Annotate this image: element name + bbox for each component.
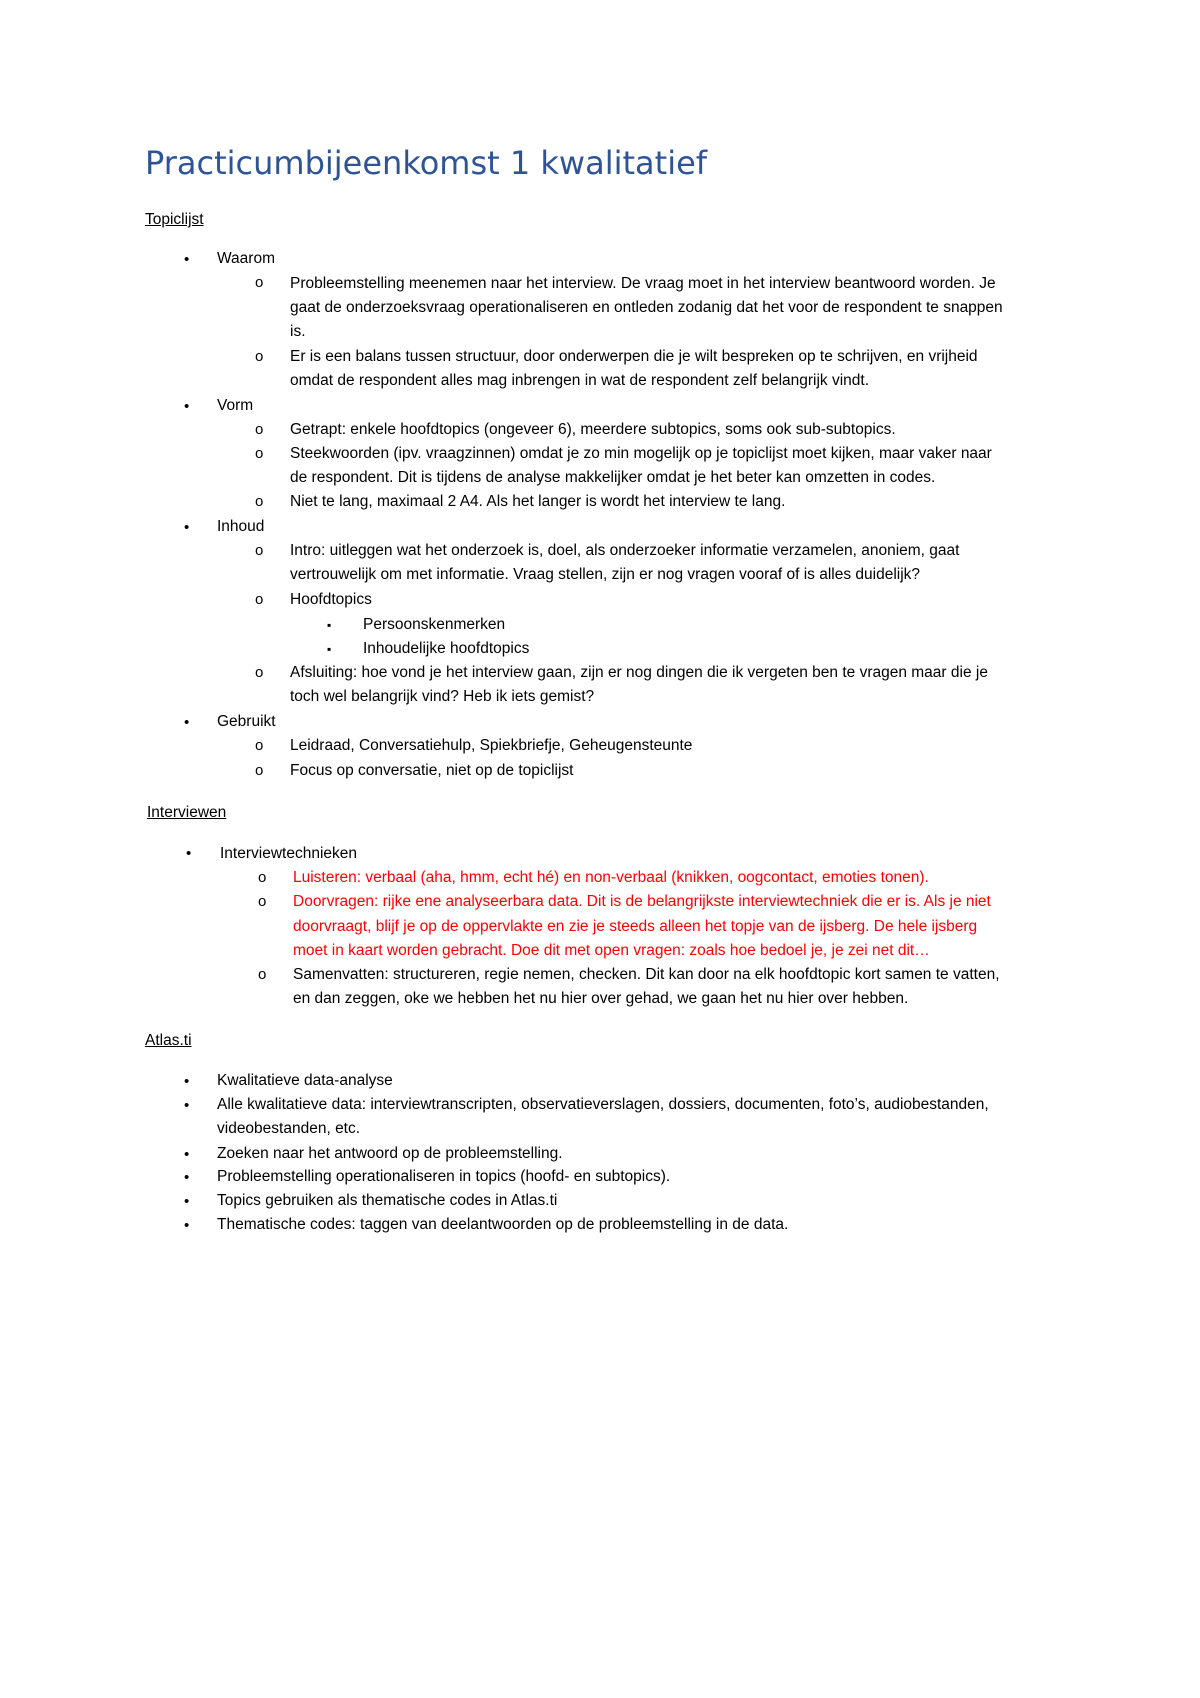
bullet-icon: • — [184, 1097, 190, 1114]
list-item-gebruikt: Gebruikt — [217, 713, 276, 730]
list-item-text: Persoonskenmerken — [363, 616, 506, 633]
circle-bullet-icon: o — [258, 869, 267, 886]
bullet-icon: • — [186, 845, 192, 862]
list-item-text: Kwalitatieve data-analyse — [217, 1072, 393, 1089]
list-item-text: Niet te lang, maximaal 2 A4. Als het langer is wordt het interview te lang. — [290, 493, 786, 510]
bullet-icon: • — [184, 714, 190, 731]
circle-bullet-icon: o — [255, 493, 264, 510]
list-item-waarom: Waarom — [217, 250, 275, 267]
bullet-icon: • — [184, 1193, 190, 1210]
list-item-text: Focus op conversatie, niet op de topiclijst — [290, 762, 574, 779]
bullet-icon: • — [184, 1217, 190, 1234]
list-item-text: videobestanden, etc. — [217, 1120, 361, 1137]
list-item-text: Topics gebruiken als thematische codes in Atlas.ti — [217, 1192, 558, 1209]
list-item-text: gaat de onderzoeksvraag operationaliseren en ontleden zodanig dat het voor de respondent te snappen — [290, 299, 1003, 316]
circle-bullet-icon: o — [255, 591, 264, 608]
list-item-text: Afsluiting: hoe vond je het interview gaan, zijn er nog dingen die ik vergeten ben te vragen maar die je — [290, 664, 988, 681]
circle-bullet-icon: o — [258, 893, 267, 910]
list-item-text: Zoeken naar het antwoord op de probleemstelling. — [217, 1145, 563, 1162]
list-item-text: Inhoudelijke hoofdtopics — [363, 640, 530, 657]
highlighted-text: doorvraagt, blijf je op de oppervlakte en zie je steeds alleen het topje van de ijsberg. De hele ijsberg — [293, 918, 978, 935]
list-item-text: Getrapt: enkele hoofdtopics (ongeveer 6), meerdere subtopics, soms ook sub-subtopics. — [290, 421, 896, 438]
circle-bullet-icon: o — [258, 966, 267, 983]
list-item-text: Hoofdtopics — [290, 591, 372, 608]
section-heading-topiclijst: Topiclijst — [145, 211, 204, 228]
list-item-text: de respondent. Dit is tijdens de analyse makkelijker omdat je het beter kan omzetten in codes. — [290, 469, 936, 486]
list-item-vorm: Vorm — [217, 397, 254, 414]
square-bullet-icon: ▪ — [327, 642, 332, 656]
list-item-text: is. — [290, 323, 306, 340]
bullet-icon: • — [184, 398, 190, 415]
bullet-icon: • — [184, 1169, 190, 1186]
bullet-icon: • — [184, 519, 190, 536]
list-item-text: Steekwoorden (ipv. vraagzinnen) omdat je zo min mogelijk op je topiclijst moet kijken, maar vaker naar — [290, 445, 992, 462]
bullet-icon: • — [184, 1073, 190, 1090]
circle-bullet-icon: o — [255, 445, 264, 462]
list-item-text: Alle kwalitatieve data: interviewtranscripten, observatieverslagen, dossiers, documenten, foto’s, audiobestanden, — [217, 1096, 989, 1113]
circle-bullet-icon: o — [255, 664, 264, 681]
list-item-text: en dan zeggen, oke we hebben het nu hier over gehad, we gaan het nu hier over hebben. — [293, 990, 909, 1007]
section-heading-atlas: Atlas.ti — [145, 1032, 192, 1049]
list-item-text: omdat de respondent alles mag inbrengen in wat de respondent zelf belangrijk vindt. — [290, 372, 870, 389]
list-item-text: Thematische codes: taggen van deelantwoorden op de probleemstelling in de data. — [217, 1216, 789, 1233]
section-heading-interviewen: Interviewen — [147, 804, 227, 821]
circle-bullet-icon: o — [255, 542, 264, 559]
list-item-text: Probleemstelling operationaliseren in topics (hoofd- en subtopics). — [217, 1168, 671, 1185]
list-item-interviewtechnieken: Interviewtechnieken — [220, 845, 357, 862]
highlighted-text: moet in kaart worden gebracht. Doe dit met open vragen: zoals hoe bedoel je, je zei net dit… — [293, 942, 930, 959]
circle-bullet-icon: o — [255, 348, 264, 365]
list-item-text: vertrouwelijk om met informatie. Vraag stellen, zijn er nog vragen vooraf of is alles duidelijk? — [290, 566, 921, 583]
highlighted-text: Luisteren: verbaal (aha, hmm, echt hé) en non-verbaal (knikken, oogcontact, emoties tonen). — [293, 869, 929, 886]
list-item-text: Er is een balans tussen structuur, door onderwerpen die je wilt bespreken op te schrijven, en vrijheid — [290, 348, 978, 365]
list-item-inhoud: Inhoud — [217, 518, 265, 535]
circle-bullet-icon: o — [255, 421, 264, 438]
circle-bullet-icon: o — [255, 274, 264, 291]
highlighted-text: Doorvragen: rijke ene analyseerbara data. Dit is de belangrijkste interviewtechniek die er is. Als je niet — [293, 893, 991, 910]
square-bullet-icon: ▪ — [327, 618, 332, 632]
bullet-icon: • — [184, 251, 190, 268]
page-title: Practicumbijeenkomst 1 kwalitatief — [145, 144, 708, 182]
list-item-text: Probleemstelling meenemen naar het interview. De vraag moet in het interview beantwoord worden. Je — [290, 275, 996, 292]
circle-bullet-icon: o — [255, 737, 264, 754]
list-item-text: Intro: uitleggen wat het onderzoek is, doel, als onderzoeker informatie verzamelen, anoniem, gaat — [290, 542, 960, 559]
list-item-text: toch wel belangrijk vind? Heb ik iets gemist? — [290, 688, 595, 705]
list-item-text: Samenvatten: structureren, regie nemen, checken. Dit kan door na elk hoofdtopic kort samen te vatten, — [293, 966, 1000, 983]
circle-bullet-icon: o — [255, 762, 264, 779]
bullet-icon: • — [184, 1146, 190, 1163]
list-item-text: Leidraad, Conversatiehulp, Spiekbriefje, Geheugensteunte — [290, 737, 693, 754]
